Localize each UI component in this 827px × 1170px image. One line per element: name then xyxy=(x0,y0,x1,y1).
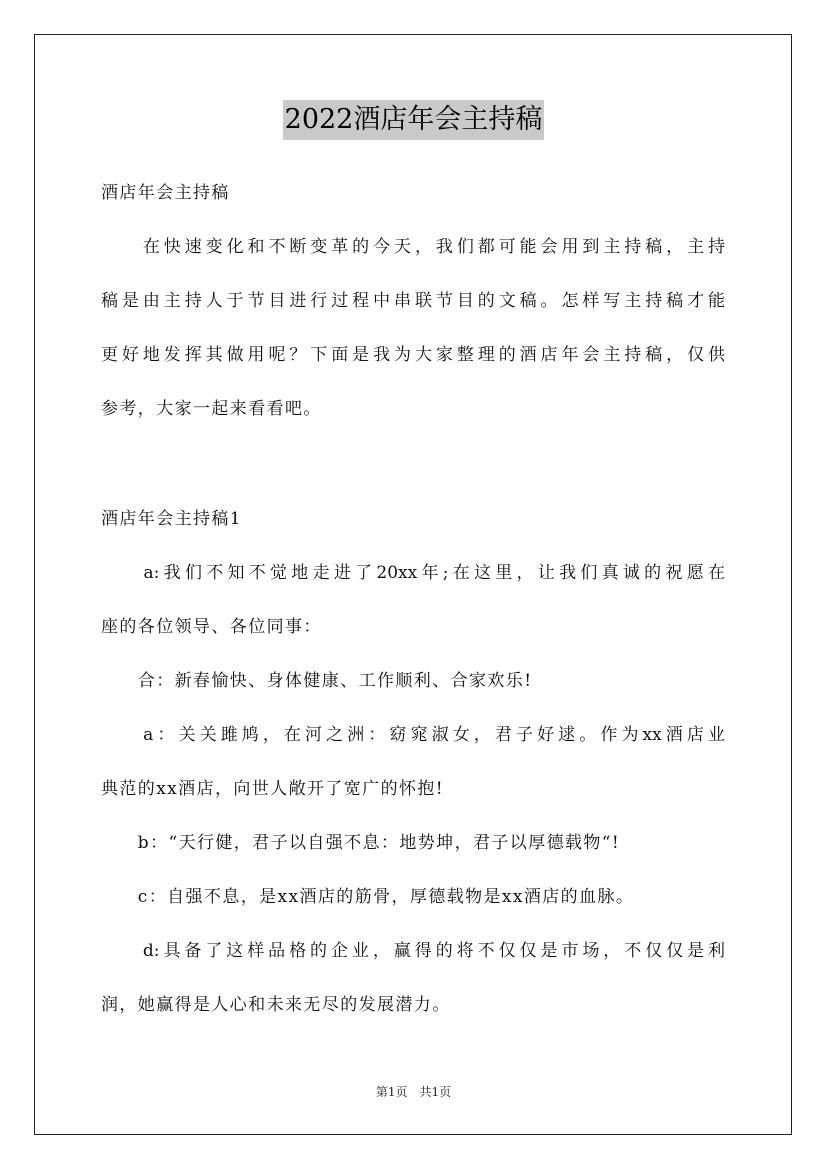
paragraph-line: c：自强不息，是xx酒店的筋骨，厚德载物是xx酒店的血脉。 xyxy=(101,887,635,907)
paragraph-line: 在快速变化和不断变革的今天，我们都可能会用到主持稿，主持 xyxy=(101,237,725,257)
paragraph-line: 座的各位领导、各位同事： xyxy=(101,617,322,637)
document-title: 2022酒店年会主持稿 xyxy=(283,100,545,140)
paragraph-line: 润，她赢得是人心和未来无尽的发展潜力。 xyxy=(101,995,451,1015)
paragraph-line: 稿是由主持人于节目进行过程中串联节目的文稿。怎样写主持稿才能 xyxy=(101,291,725,311)
page-footer: 第1页 共1页 xyxy=(375,1085,452,1099)
paragraph-line: a：关关雎鸠，在河之洲：窈窕淑女，君子好逑。作为xx酒店业 xyxy=(101,725,725,745)
paragraph-line: a:我们不知不觉地走进了20xx年;在这里，让我们真诚的祝愿在 xyxy=(101,563,725,583)
paragraph-line: 更好地发挥其做用呢？下面是我为大家整理的酒店年会主持稿，仅供 xyxy=(101,345,725,365)
section-heading: 酒店年会主持稿 xyxy=(101,183,230,203)
section-heading: 酒店年会主持稿1 xyxy=(101,509,243,529)
paragraph-line: 参考，大家一起来看看吧。 xyxy=(101,399,322,419)
paragraph-line: 典范的xx酒店，向世人敞开了宽广的怀抱! xyxy=(101,779,445,799)
paragraph-line: 合：新春愉快、身体健康、工作顺利、合家欢乐! xyxy=(101,671,533,691)
title-container xyxy=(0,100,827,140)
paragraph-line: b：“天行健，君子以自强不息：地势坤，君子以厚德载物“! xyxy=(101,833,621,853)
paragraph-line: d:具备了这样品格的企业，赢得的将不仅仅是市场，不仅仅是利 xyxy=(101,941,725,961)
